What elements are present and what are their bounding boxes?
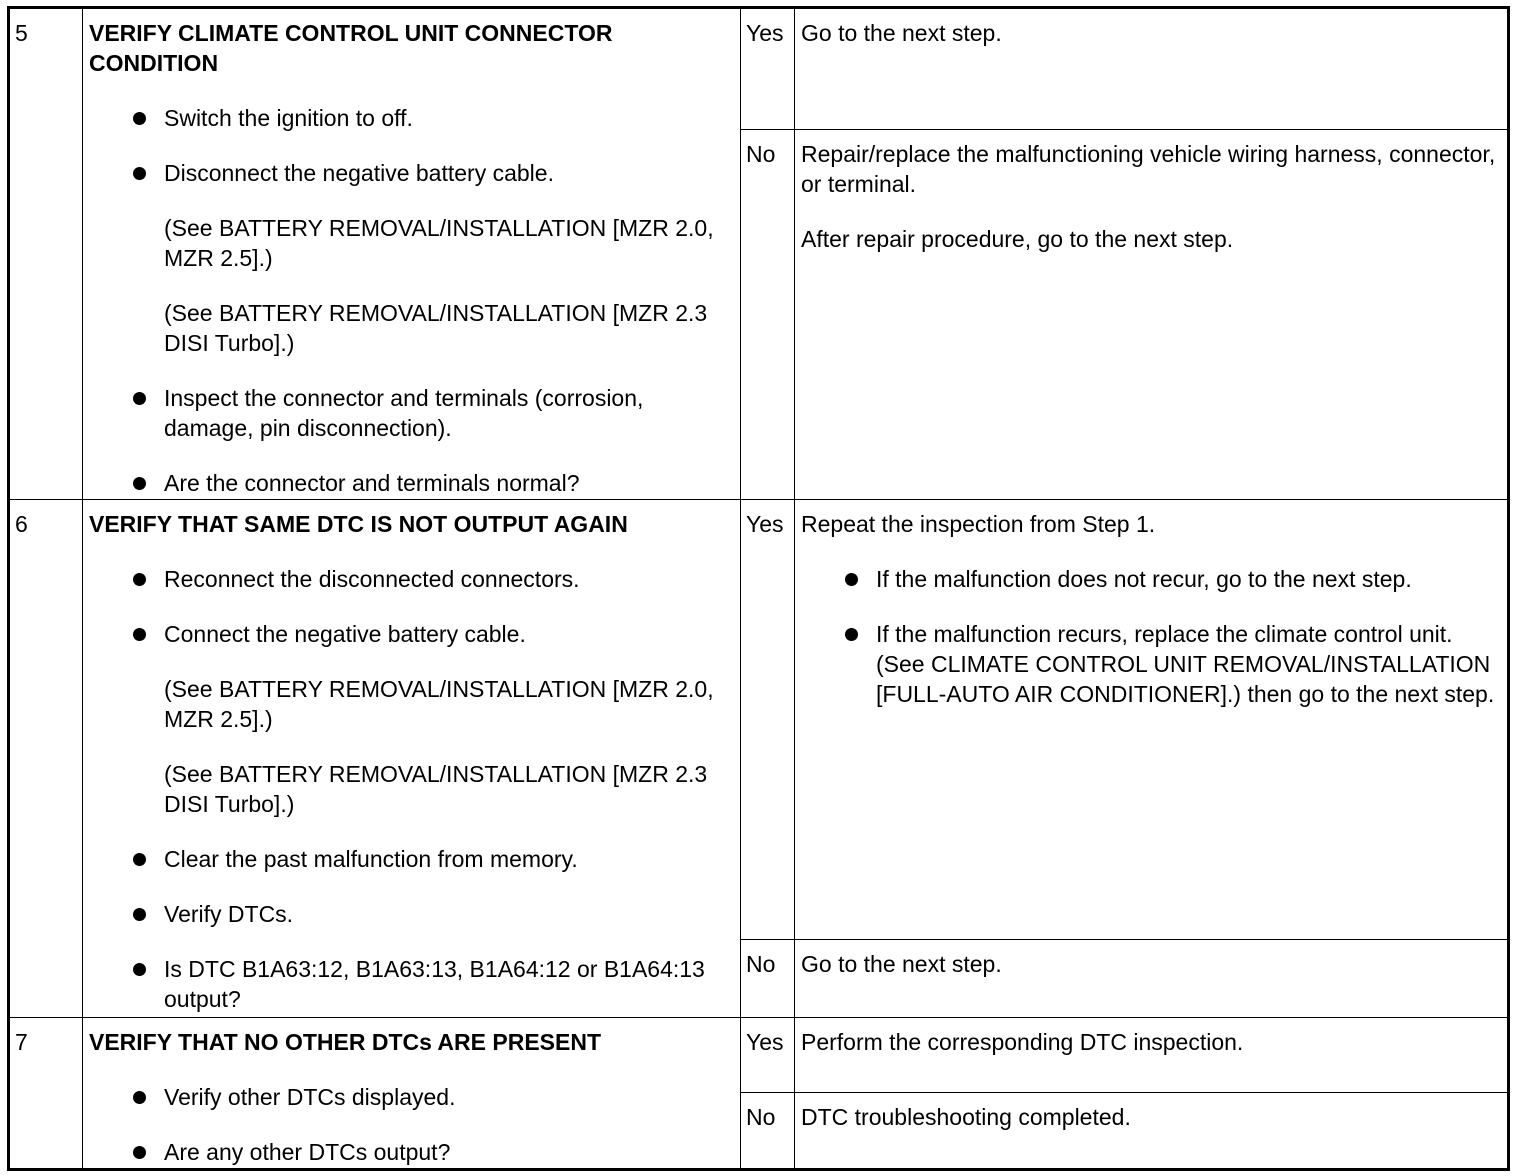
no-result: Go to the next step. <box>795 940 1509 1018</box>
yes-result: Perform the corresponding DTC inspection. <box>795 1018 1509 1093</box>
yes-result: Repeat the inspection from Step 1. If the malfunction does not recur, go to the next step. If the malfunction recurs, replace the climate control unit. (See CLIMATE CONTROL UNIT REMOVAL/INSTALLATION [FULL-AUTO AIR CONDITIONER].) then go to the next step. <box>795 500 1509 940</box>
list-item: If the malfunction does not recur, go to the next step. <box>801 564 1497 594</box>
bullet-icon <box>845 628 858 641</box>
step-content <box>83 1018 741 1170</box>
step-title: VERIFY THAT SAME DTC IS NOT OUTPUT AGAIN <box>89 511 628 537</box>
list-item: If the malfunction recurs, replace the climate control unit. (See CLIMATE CONTROL UNIT REMOVAL/INSTALLATION [FULL-AUTO AIR CONDITIONER].) then go to the next step. <box>801 619 1497 709</box>
list-item: Inspect the connector and terminals (corrosion, damage, pin disconnection). <box>89 383 730 443</box>
list-item: Are any other DTCs output? <box>89 1137 730 1167</box>
step-content <box>83 8 741 500</box>
no-label: No <box>741 1093 795 1170</box>
step-number: 6 <box>9 500 83 1018</box>
bullet-icon <box>133 1146 146 1159</box>
list-item: Verify DTCs. <box>89 899 730 929</box>
step-number: 5 <box>9 8 83 500</box>
bullet-icon <box>133 573 146 586</box>
bullet-icon <box>133 167 146 180</box>
step-title: VERIFY CLIMATE CONTROL UNIT CONNECTOR CONDITION <box>89 20 613 76</box>
bullet-icon <box>133 963 146 976</box>
no-result: DTC troubleshooting completed. <box>795 1093 1509 1170</box>
list-item: Is DTC B1A63:12, B1A63:13, B1A64:12 or B1A64:13 output? <box>89 954 730 1014</box>
reference-text: (See BATTERY REMOVAL/INSTALLATION [MZR 2.3 DISI Turbo].) <box>164 300 708 356</box>
bullet-icon <box>133 908 146 921</box>
list-item: Are the connector and terminals normal? <box>89 468 730 498</box>
list-item: Switch the ignition to off. <box>89 103 730 133</box>
troubleshooting-table <box>7 6 1510 1171</box>
list-item: Reconnect the disconnected connectors. <box>89 564 730 594</box>
table-row <box>9 8 1509 130</box>
bullet-icon <box>133 392 146 405</box>
bullet-icon <box>133 112 146 125</box>
bullet-icon <box>133 477 146 490</box>
list-item: Clear the past malfunction from memory. <box>89 844 730 874</box>
list-item: Disconnect the negative battery cable. (See BATTERY REMOVAL/INSTALLATION [MZR 2.0, MZR 2.5].) (See BATTERY REMOVAL/INSTALLATION [MZR 2.3 DISI Turbo].) <box>89 158 730 358</box>
no-result: Repair/replace the malfunctioning vehicle wiring harness, connector, or terminal. After repair procedure, go to the next step. <box>795 130 1509 500</box>
yes-label: Yes <box>741 500 795 940</box>
reference-text: (See BATTERY REMOVAL/INSTALLATION [MZR 2.3 DISI Turbo].) <box>164 761 708 817</box>
bullet-icon <box>133 628 146 641</box>
no-label: No <box>741 940 795 1018</box>
bullet-icon <box>133 1091 146 1104</box>
step-content <box>83 500 741 1018</box>
yes-label: Yes <box>741 8 795 130</box>
bullet-icon <box>845 573 858 586</box>
yes-result: Go to the next step. <box>795 8 1509 130</box>
table-row <box>9 500 1509 940</box>
list-item: Connect the negative battery cable. (See BATTERY REMOVAL/INSTALLATION [MZR 2.0, MZR 2.5].) (See BATTERY REMOVAL/INSTALLATION [MZR 2.3 DISI Turbo].) <box>89 619 730 819</box>
step-title: VERIFY THAT NO OTHER DTCs ARE PRESENT <box>89 1029 602 1055</box>
step-number: 7 <box>9 1018 83 1170</box>
no-label: No <box>741 130 795 500</box>
bullet-icon <box>133 853 146 866</box>
reference-text: (See BATTERY REMOVAL/INSTALLATION [MZR 2.0, MZR 2.5].) <box>164 215 714 271</box>
list-item: Verify other DTCs displayed. <box>89 1082 730 1112</box>
yes-label: Yes <box>741 1018 795 1093</box>
table-row <box>9 1018 1509 1093</box>
reference-text: (See BATTERY REMOVAL/INSTALLATION [MZR 2.0, MZR 2.5].) <box>164 676 714 732</box>
